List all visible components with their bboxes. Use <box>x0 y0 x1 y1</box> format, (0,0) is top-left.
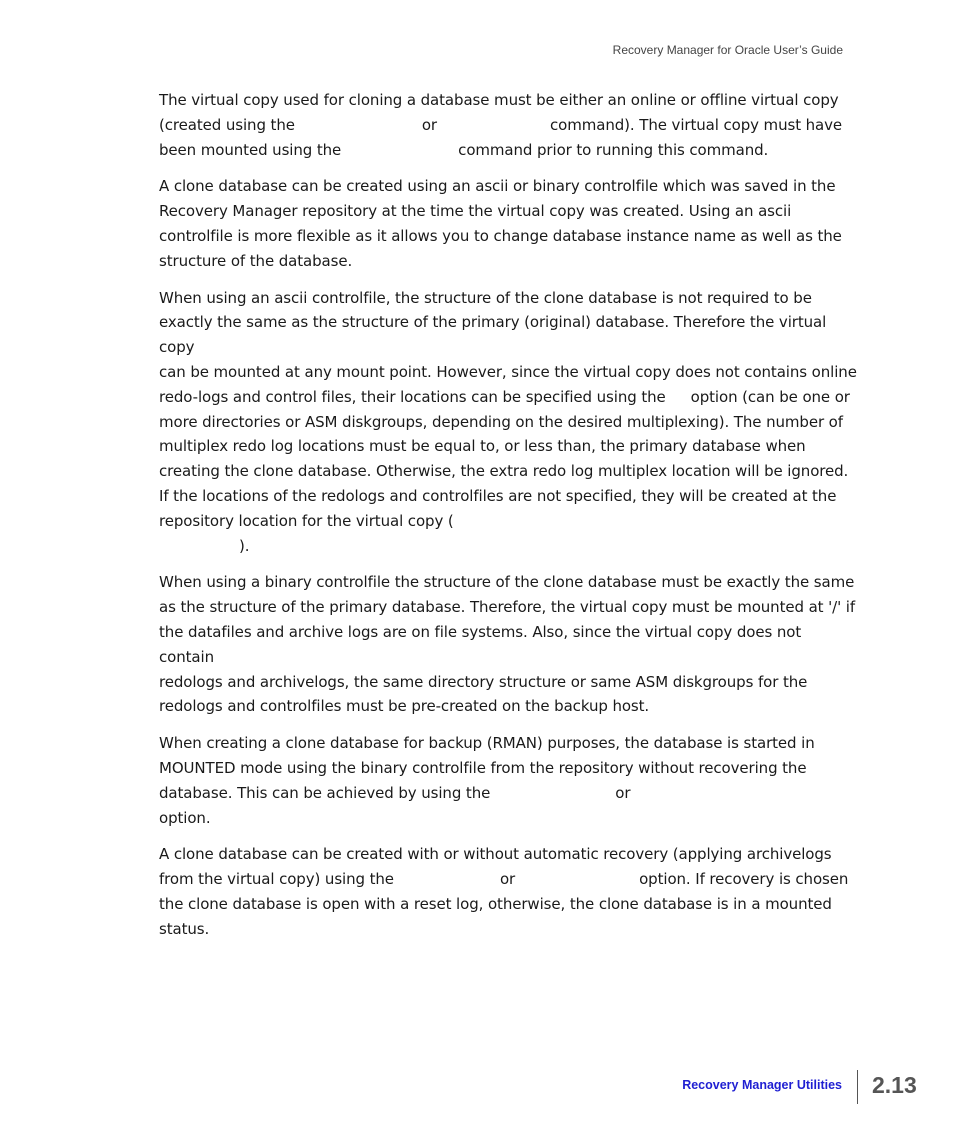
text-line: Recovery Manager repository at the time the virtual copy was created. Using an ascii <box>159 202 792 221</box>
text-line: A clone database can be created using an ascii or binary controlfile which was saved in the <box>159 177 836 196</box>
page-number: 2.13 <box>872 1072 917 1098</box>
text-line: When using a binary controlfile the structure of the clone database must be exactly the same <box>159 573 855 592</box>
text-line: option. <box>159 808 211 827</box>
text-line: or <box>615 783 631 802</box>
text-line: the clone database is open with a reset log, otherwise, the clone database is in a mounted <box>159 894 832 913</box>
footer-section-label: Recovery Manager Utilities <box>682 1078 842 1092</box>
paragraph-rman-backup <box>159 731 859 830</box>
text-line: When creating a clone database for backup (RMAN) purposes, the database is started in <box>159 734 815 753</box>
text-line: creating the clone database. Otherwise, the extra redo log multiplex location will be ignored. <box>159 462 849 481</box>
text-line: structure of the database. <box>159 251 353 270</box>
text-line: as the structure of the primary database. Therefore, the virtual copy must be mounted at '/' if <box>159 598 856 617</box>
text-line: redologs and controlfiles must be pre-created on the backup host. <box>159 697 650 716</box>
text-line: If the locations of the redologs and controlfiles are not specified, they will be created at the <box>159 486 837 505</box>
text-line: from the virtual copy) using the <box>159 870 394 889</box>
text-line: multiplex redo log locations must be equal to, or less than, the primary database when <box>159 437 806 456</box>
text-line: MOUNTED mode using the binary controlfile from the repository without recovering the <box>159 758 807 777</box>
text-line: redologs and archivelogs, the same directory structure or same ASM diskgroups for the <box>159 672 808 691</box>
text-line: database. This can be achieved by using the <box>159 783 491 802</box>
text-line: more directories or ASM diskgroups, depending on the desired multiplexing). The number of <box>159 412 843 431</box>
text-line: The virtual copy used for cloning a database must be either an online or offline virtual copy <box>159 91 839 109</box>
text-line: command). The virtual copy must have <box>550 115 843 134</box>
text-line: option (can be one or <box>690 387 850 406</box>
text-line: redo-logs and control files, their locations can be specified using the <box>159 387 666 406</box>
paragraph-virtual-copy <box>159 88 859 162</box>
text-line: controlfile is more flexible as it allows you to change database instance name as well as the <box>159 226 842 245</box>
text-line: option. If recovery is chosen <box>639 870 849 889</box>
text-line: command prior to running this command. <box>458 140 769 159</box>
text-line: or <box>421 115 438 134</box>
text-line: the datafiles and archive logs are on file systems. Also, since the virtual copy does not contain <box>159 622 802 666</box>
paragraph-binary-controlfile <box>159 570 859 719</box>
text-line: can be mounted at any mount point. However, since the virtual copy does not contains online <box>159 362 857 381</box>
paragraph-automatic-recovery <box>159 842 859 941</box>
page-content <box>159 88 859 954</box>
running-header: Recovery Manager for Oracle User’s Guide <box>612 43 843 57</box>
text-line: (created using the <box>159 115 295 134</box>
text-line: exactly the same as the structure of the primary (original) database. Therefore the virtual copy <box>159 313 827 357</box>
text-line: status. <box>159 919 210 938</box>
footer-divider <box>857 1070 858 1104</box>
paragraph-ascii-controlfile <box>159 286 859 559</box>
text-line: When using an ascii controlfile, the structure of the clone database is not required to be <box>159 288 812 307</box>
text-line: repository location for the virtual copy ( <box>159 511 454 530</box>
text-line: or <box>499 870 516 889</box>
text-line: A clone database can be created with or without automatic recovery (applying archivelogs <box>159 845 832 864</box>
text-line: been mounted using the <box>159 140 342 159</box>
paragraph-controlfile <box>159 174 859 273</box>
text-line: ). <box>239 536 250 555</box>
